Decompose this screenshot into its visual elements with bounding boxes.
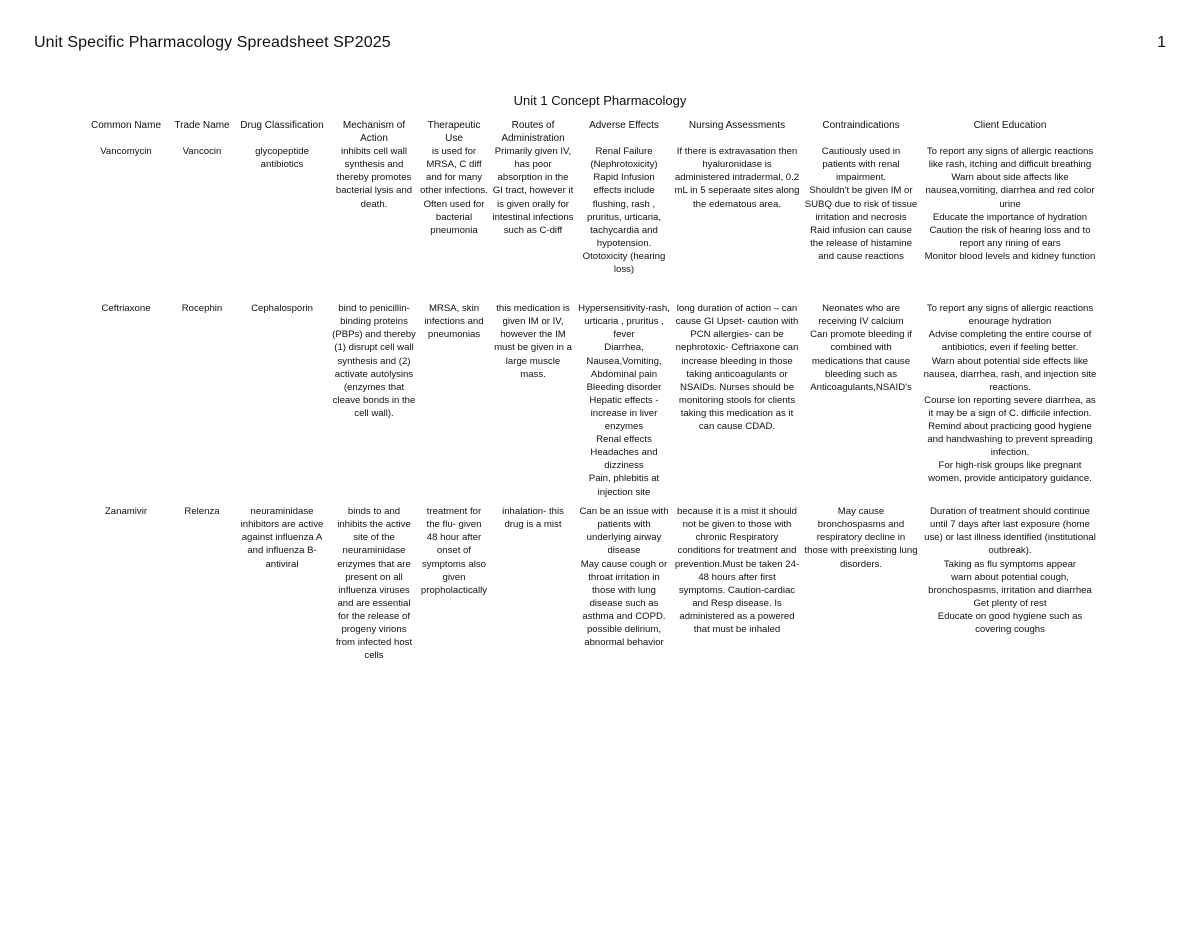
cell-client-education bbox=[920, 145, 1100, 302]
header-nursing-assessments: Nursing Assessments bbox=[688, 120, 786, 131]
education-line: Warn about potential side effects like nausea, diarrhea, rash, and injection site reactions. bbox=[923, 355, 1097, 393]
adverse-effect-line: Renal effects bbox=[596, 434, 652, 446]
cell-contraindications bbox=[802, 505, 920, 662]
table-row bbox=[82, 505, 1100, 662]
cell-classification: neuraminidase inhibitors are active against influenza A and influenza B-antiviral bbox=[240, 506, 324, 570]
education-line: Remind about practicing good hygiene and handwashing to prevent spreading infection. bbox=[927, 421, 1093, 459]
adverse-effect-line: Renal Failure (Nephrotoxicity) bbox=[590, 146, 658, 171]
education-line: Educate the importance of hydration bbox=[932, 211, 1088, 223]
header-contraindications: Contraindications bbox=[822, 120, 900, 131]
contraindication-line: Shouldn't be given IM or SUBQ due to risk of tissue irritation and necrosis bbox=[804, 185, 918, 223]
adverse-effect-line: Hepatic effects - increase in liver enzymes bbox=[589, 394, 659, 433]
header-mechanism: Mechanism of Action bbox=[342, 120, 406, 145]
contraindication-line: Cautiously used in patients with renal impairment. bbox=[821, 146, 901, 184]
education-line: Get plenty of rest bbox=[973, 597, 1047, 609]
adverse-effect-line: Hypersensitivity-rash, urticaria , pruritus , fever bbox=[578, 303, 670, 341]
cell-common-name: Zanamivir bbox=[104, 506, 148, 518]
table-header-row bbox=[82, 119, 1100, 145]
education-line: Monitor blood levels and kidney function bbox=[924, 250, 1096, 262]
table-row bbox=[82, 302, 1100, 505]
adverse-effect-line: Bleeding disorder bbox=[586, 381, 662, 393]
document-title: Unit Specific Pharmacology Spreadsheet SP2025 bbox=[34, 34, 391, 51]
cell-classification: glycopeptide antibiotics bbox=[255, 146, 309, 171]
adverse-effect-line: Pain, phlebitis at injection site bbox=[588, 473, 660, 498]
header-drug-classification: Drug Classification bbox=[240, 120, 324, 131]
education-line: Taking as flu symptoms appear bbox=[943, 558, 1077, 570]
adverse-effect-line: May cause cough or throat irritation in those with lung disease such as asthma and COPD. bbox=[580, 558, 668, 622]
adverse-effect-line: Headaches and dizziness bbox=[590, 447, 658, 472]
cell-contraindications bbox=[802, 302, 920, 505]
cell-contraindications bbox=[802, 145, 920, 302]
cell-mechanism: binds to and inhibits the active site of the neuraminidase enzymes that are present on all influenza viruses and are essential for the release of progeny virions from infected host cells bbox=[335, 506, 413, 662]
contraindication-line: Neonates who are receiving IV calcium bbox=[818, 303, 904, 328]
adverse-effect-line: possible delirium, abnormal behavior bbox=[584, 624, 664, 649]
cell-common-name: Vancomycin bbox=[100, 146, 152, 158]
cell-trade-name: Relenza bbox=[184, 506, 220, 518]
cell-trade-name: Vancocin bbox=[182, 146, 222, 158]
header-adverse-effects: Adverse Effects bbox=[589, 120, 659, 131]
cell-therapeutic-use: treatment for the flu- given 48 hour after onset of symptoms also given propholactically bbox=[420, 506, 488, 596]
adverse-effect-line: Can be an issue with patients with underlying airway disease bbox=[579, 506, 669, 557]
adverse-effect-line: Ototoxicity (hearing loss) bbox=[582, 250, 666, 276]
cell-mechanism: bind to penicillin-binding proteins (PBPs) and thereby (1) disrupt cell wall synthesis and (2) activate autolysins (enzymes that cleave bonds in the cell wall). bbox=[332, 303, 416, 419]
cell-therapeutic-use: MRSA, skin infections and pneumonias bbox=[424, 303, 484, 341]
page-header bbox=[34, 34, 1166, 56]
table-row bbox=[82, 145, 1100, 302]
education-line: warn about potential cough, bronchospasms, irritation and diarrhea bbox=[928, 571, 1092, 596]
cell-nursing-assessments: because it is a mist it should not be given to those with chronic Respiratory conditions for treatment and prevention.Must be taken 24-48 hours after first symptoms. Caution-cardiac and Resp disease. Is administered as a powered that must be inhaled bbox=[674, 506, 800, 636]
cell-mechanism: inhibits cell wall synthesis and thereby promotes bacterial lysis and death. bbox=[335, 146, 413, 210]
contraindication-line: May cause bronchospasms and respiratory decline in those with preexisting lung disorders. bbox=[804, 506, 918, 570]
education-line: Warn about side affects like nausea,vomiting, diarrhea and red color urine bbox=[925, 172, 1095, 210]
header-common-name: Common Name bbox=[90, 120, 162, 131]
cell-routes: this medication is given IM or IV, however the IM must be given in a large muscle mass. bbox=[494, 303, 572, 380]
education-line: To report any signs of allergic reactions enourage hydration bbox=[926, 303, 1094, 328]
education-line: Duration of treatment should continue until 7 days after last exposure (home use) or last illness identified (institutional outbreak). bbox=[924, 506, 1096, 557]
cell-adverse-effects bbox=[576, 145, 672, 302]
education-line: To report any signs of allergic reactions like rash, itching and difficult breathing bbox=[926, 146, 1094, 171]
adverse-effect-line: Rapid Infusion effects include flushing, rash , pruritus, urticaria, tachycardia and hypotension. bbox=[586, 172, 662, 249]
education-line: Caution the risk of hearing loss and to report any rining of ears bbox=[929, 224, 1091, 249]
header-routes: Routes of Administration bbox=[501, 120, 565, 145]
cell-adverse-effects bbox=[576, 505, 672, 662]
cell-client-education bbox=[920, 302, 1100, 505]
cell-nursing-assessments: long duration of action – can cause GI Upset- caution with PCN allergies- can be nephrotoxic- Ceftriaxone can increase bleeding in those taking anticoagulants or NSAIDs. Nurses should be monitoring stools for clients taking this medication as it can cause CDAD. bbox=[675, 303, 799, 433]
cell-client-education bbox=[920, 505, 1100, 662]
cell-common-name: Ceftriaxone bbox=[101, 303, 151, 315]
cell-nursing-assessments: If there is extravasation then hyaluronidase is administered intradermal, 0.2 mL in 5 seperaate sites along the edematous area. bbox=[674, 146, 800, 210]
education-line: For high-risk groups like pregnant women, provide anticipatory guidance. bbox=[928, 460, 1092, 485]
header-therapeutic-use: Therapeutic Use bbox=[427, 120, 481, 145]
cell-classification: Cephalosporin bbox=[251, 303, 313, 315]
cell-trade-name: Rocephin bbox=[181, 303, 223, 315]
adverse-effect-line: Diarrhea, Nausea,Vomiting, Abdominal pain bbox=[586, 342, 662, 380]
pharmacology-table bbox=[82, 119, 1100, 662]
education-line: Advise completing the entire course of antibiotics, even if feeling better. bbox=[928, 329, 1092, 354]
contraindication-line: Can promote bleeding if combined with medications that cause bleeding such as Anticoagulants,NSAID's bbox=[810, 329, 912, 393]
cell-adverse-effects bbox=[576, 302, 672, 505]
education-line: Educate on good hygiene such as covering coughs bbox=[937, 610, 1083, 636]
header-client-education: Client Education bbox=[973, 120, 1047, 131]
sheet-title: Unit 1 Concept Pharmacology bbox=[513, 93, 687, 108]
cell-routes: Primarily given IV, has poor absorption in the GI tract, however it is given orally for intestinal infections such as C-diff bbox=[492, 146, 574, 236]
education-line: Course lon reporting severe diarrhea, as it may be a sign of C. difficile infection. bbox=[924, 394, 1096, 419]
header-trade-name: Trade Name bbox=[174, 120, 230, 131]
contraindication-line: Raid infusion can cause the release of histamine and cause reactions bbox=[810, 224, 912, 262]
cell-routes: inhalation- this drug is a mist bbox=[502, 506, 564, 531]
page-number: 1 bbox=[1157, 34, 1166, 51]
cell-therapeutic-use: is used for MRSA, C diff and for many other infections. Often used for bacterial pneumonia bbox=[420, 146, 488, 236]
